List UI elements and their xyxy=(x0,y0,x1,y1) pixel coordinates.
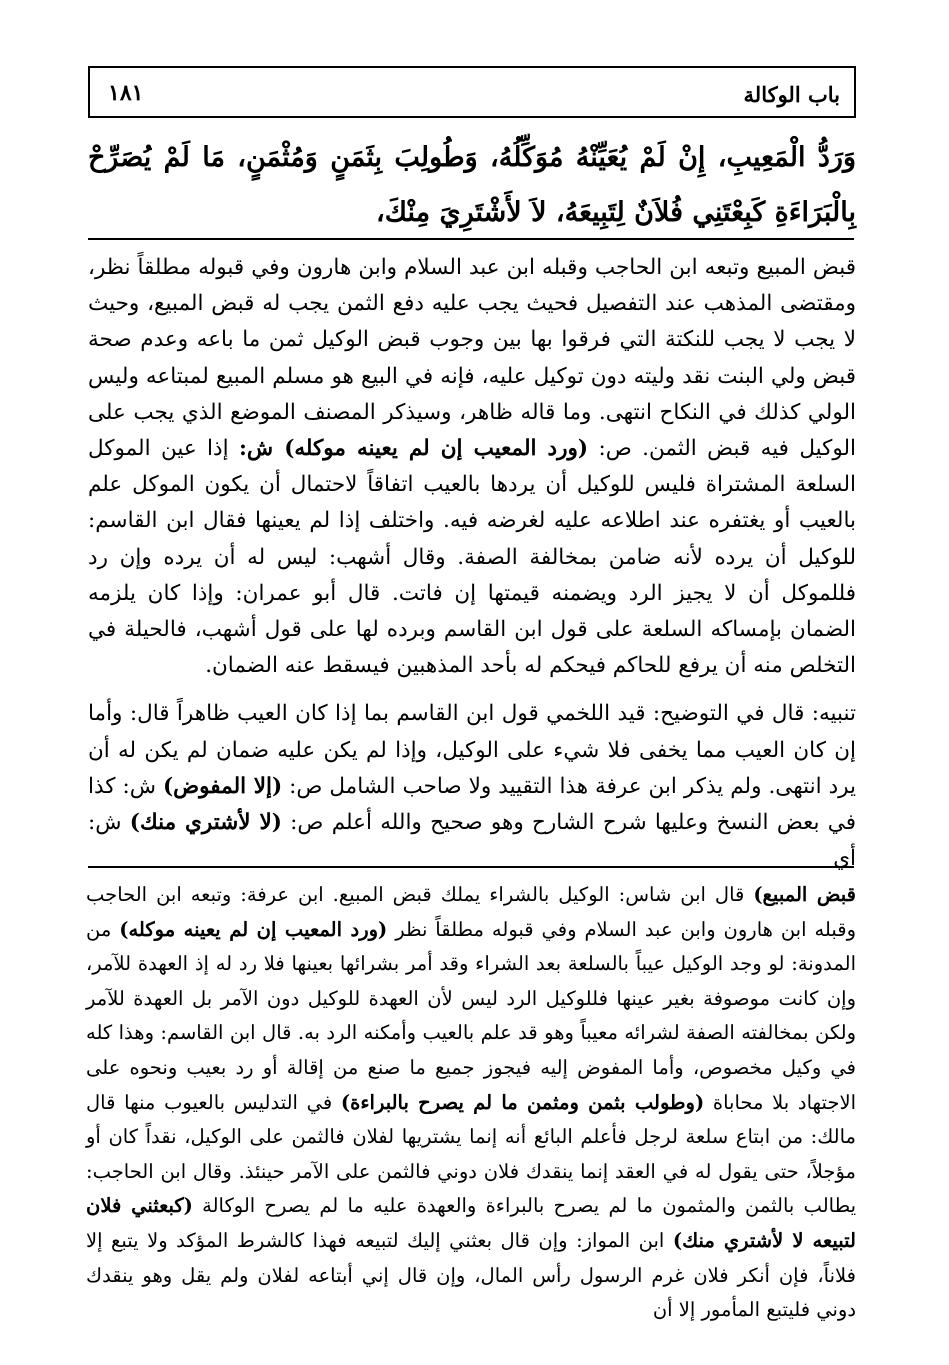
footnote-segment: ابن المواز: وإن قال بعثني إليك لتبيعه فهذا كالشرط المؤكد ولا يتبع إلا فلاناً، فإن أنكر فلان غرم الرسول رأس المال، وإن قال إني أبتاعه لفلان ولم يقل وهو ينقدك دوني فليتبع المأمور إلا أن xyxy=(86,1228,856,1322)
commentary-quote: (لا لأشتري منك) xyxy=(129,810,282,836)
matn-text: وَرَدُّ الْمَعِيبِ، إِنْ لَمْ يُعَيِّنْهُ مُوَكِّلُهُ، وَطُولِبَ بِثَمَنٍ وَمُثْمَنٍ، مَا لَمْ يُصَرِّحْ بِالْبَرَاءَةِ كَبِعْتَنِي فُلاَنٌ لِتَبِيعَهُ، لاَ لأَشْتَرِيَ مِنْكَ، xyxy=(88,142,856,228)
footnote xyxy=(86,878,856,1328)
commentary-segment: ش: كذا في بعض النسخ وعليها شرح الشارح وهو صحيح والله أعلم ص: xyxy=(88,773,857,836)
commentary-segment: ش: أي xyxy=(88,810,856,872)
footnote-quote: (كبعثني فلان لتبيعه لا لأشتري منك) xyxy=(86,1194,856,1252)
footnote-segment: في التدليس بالعيوب منها قال مالك: من ابتاع سلعة لرجل فأعلم البائع أنه إنما يشتريها لفلان فالثمن على الوكيل، نقداً كان أو مؤجلاً، حتى يقول له في العقد إنما ينقدك فلان دوني فالثمن على الآمر حينئذ. وقال ابن الحاجب: يطالب بالثمن والمثمون ما لم يصرح بالبراءة والعهدة عليه ما لم يصرح الوكالة xyxy=(86,1090,857,1218)
footnote-paragraph xyxy=(86,878,856,1328)
commentary-quote: (إلا المفوض) xyxy=(162,773,283,799)
commentary-paragraph-1 xyxy=(88,250,856,684)
commentary-paragraph-2 xyxy=(88,696,856,877)
commentary xyxy=(88,250,856,877)
commentary-segment: تنبيه: قال في التوضيح: قيد اللخمي قول ابن القاسم بما إذا كان العيب ظاهراً قال: وأما إن كان العيب مما يخفى فلا شيء على الوكيل، وإذا لم يكن عليه ضمان لم يكن له أن يرد انتهى. ولم يذكر ابن عرفة هذا التقييد ولا صاحب الشامل ص: xyxy=(88,701,856,799)
footnote-segment: قال ابن شاس: الوكيل بالشراء يملك قبض المبيع. ابن عرفة: وتبعه ابن الحاجب وقبله ابن هارون وابن عبد السلام وفي قبوله مطلقاً نظر xyxy=(86,883,856,941)
footnote-quote: قبض المبيع) xyxy=(753,883,856,906)
commentary-quote: (ورد المعيب إن لم يعينه موكله) ش: xyxy=(238,436,589,462)
footnote-divider xyxy=(88,866,854,868)
page-number: ١٨١ xyxy=(108,80,144,106)
page-header xyxy=(88,66,856,118)
footnote-quote: (وطولب بثمن ومثمن ما لم يصرح بالبراءة) xyxy=(340,1090,705,1114)
chapter-title: باب الوكالة xyxy=(743,82,840,107)
commentary-segment: قبض المبيع وتبعه ابن الحاجب وقبله ابن عبد السلام وابن هارون وفي قبوله مطلقاً نظر، ومقتضى المذهب عند التفصيل فحيث يجب عليه دفع الثمن يجب له قبض المبيع، وحيث لا يجب لا يجب للنكتة التي فرقوا بها بين وجوب قبض الوكيل ثمن ما باعه وعدم صحة قبض ولي البنت نقد وليته دون توكيل عليه، فإنه في البيع هو مسلم المبيع لمبتاعه وليس الولي كذلك في النكاح انتهى. وما قاله ظاهر، وسيذكر المصنف الموضع الذي يجب على الوكيل فيه قبض الثمن. ص: xyxy=(88,255,856,462)
footnote-segment: من المدونة: لو وجد الوكيل عيباً بالسلعة بعد الشراء وقد أمر بشرائها بعينها فلا رد له إذ العهدة للآمر، وإن كانت موصوفة بغير عينها فللوكيل الرد ليس لأن العهدة للوكيل دون الآمر بل العهدة للآمر ولكن بمخالفته الصفة لشرائه معيباً وهو قد علم بالعيب وأمكنه الرد به. قال ابن القاسم: وهذا كله في وكيل مخصوص، وأما المفوض إليه فيجوز جميع ما صنع من إقالة أو رد بعيب ونحوه على الاجتهاد بلا محاباة xyxy=(86,917,856,1114)
matn-divider xyxy=(88,238,854,240)
footnote-quote: (ورد المعيب إن لم يعينه موكله) xyxy=(119,917,388,941)
commentary-segment: إذا عين الموكل السلعة المشتراة فليس للوكيل أن يردها بالعيب اتفاقاً لاحتمال أن يكون الموكل علم بالعيب أو يغتفره عند اطلاعه عليه لغرضه فيه. واختلف إذا لم يعينها فقال ابن القاسم: للوكيل أن يرده لأنه ضامن بمخالفة الصفة. وقال أشهب: ليس له أن يرده وإن رد فللموكل أن لا يجيز الرد ويضمنه قيمتها إن فاتت. قال أبو عمران: وإذا كان يلزمه الضمان بإمساكه السلعة على قول ابن القاسم وبرده لها على قول أشهب، فالحيلة في التخلص منه أن يرفع للحاكم فيحكم له بأحد المذهبين فيسقط عنه الضمان. xyxy=(88,436,856,679)
